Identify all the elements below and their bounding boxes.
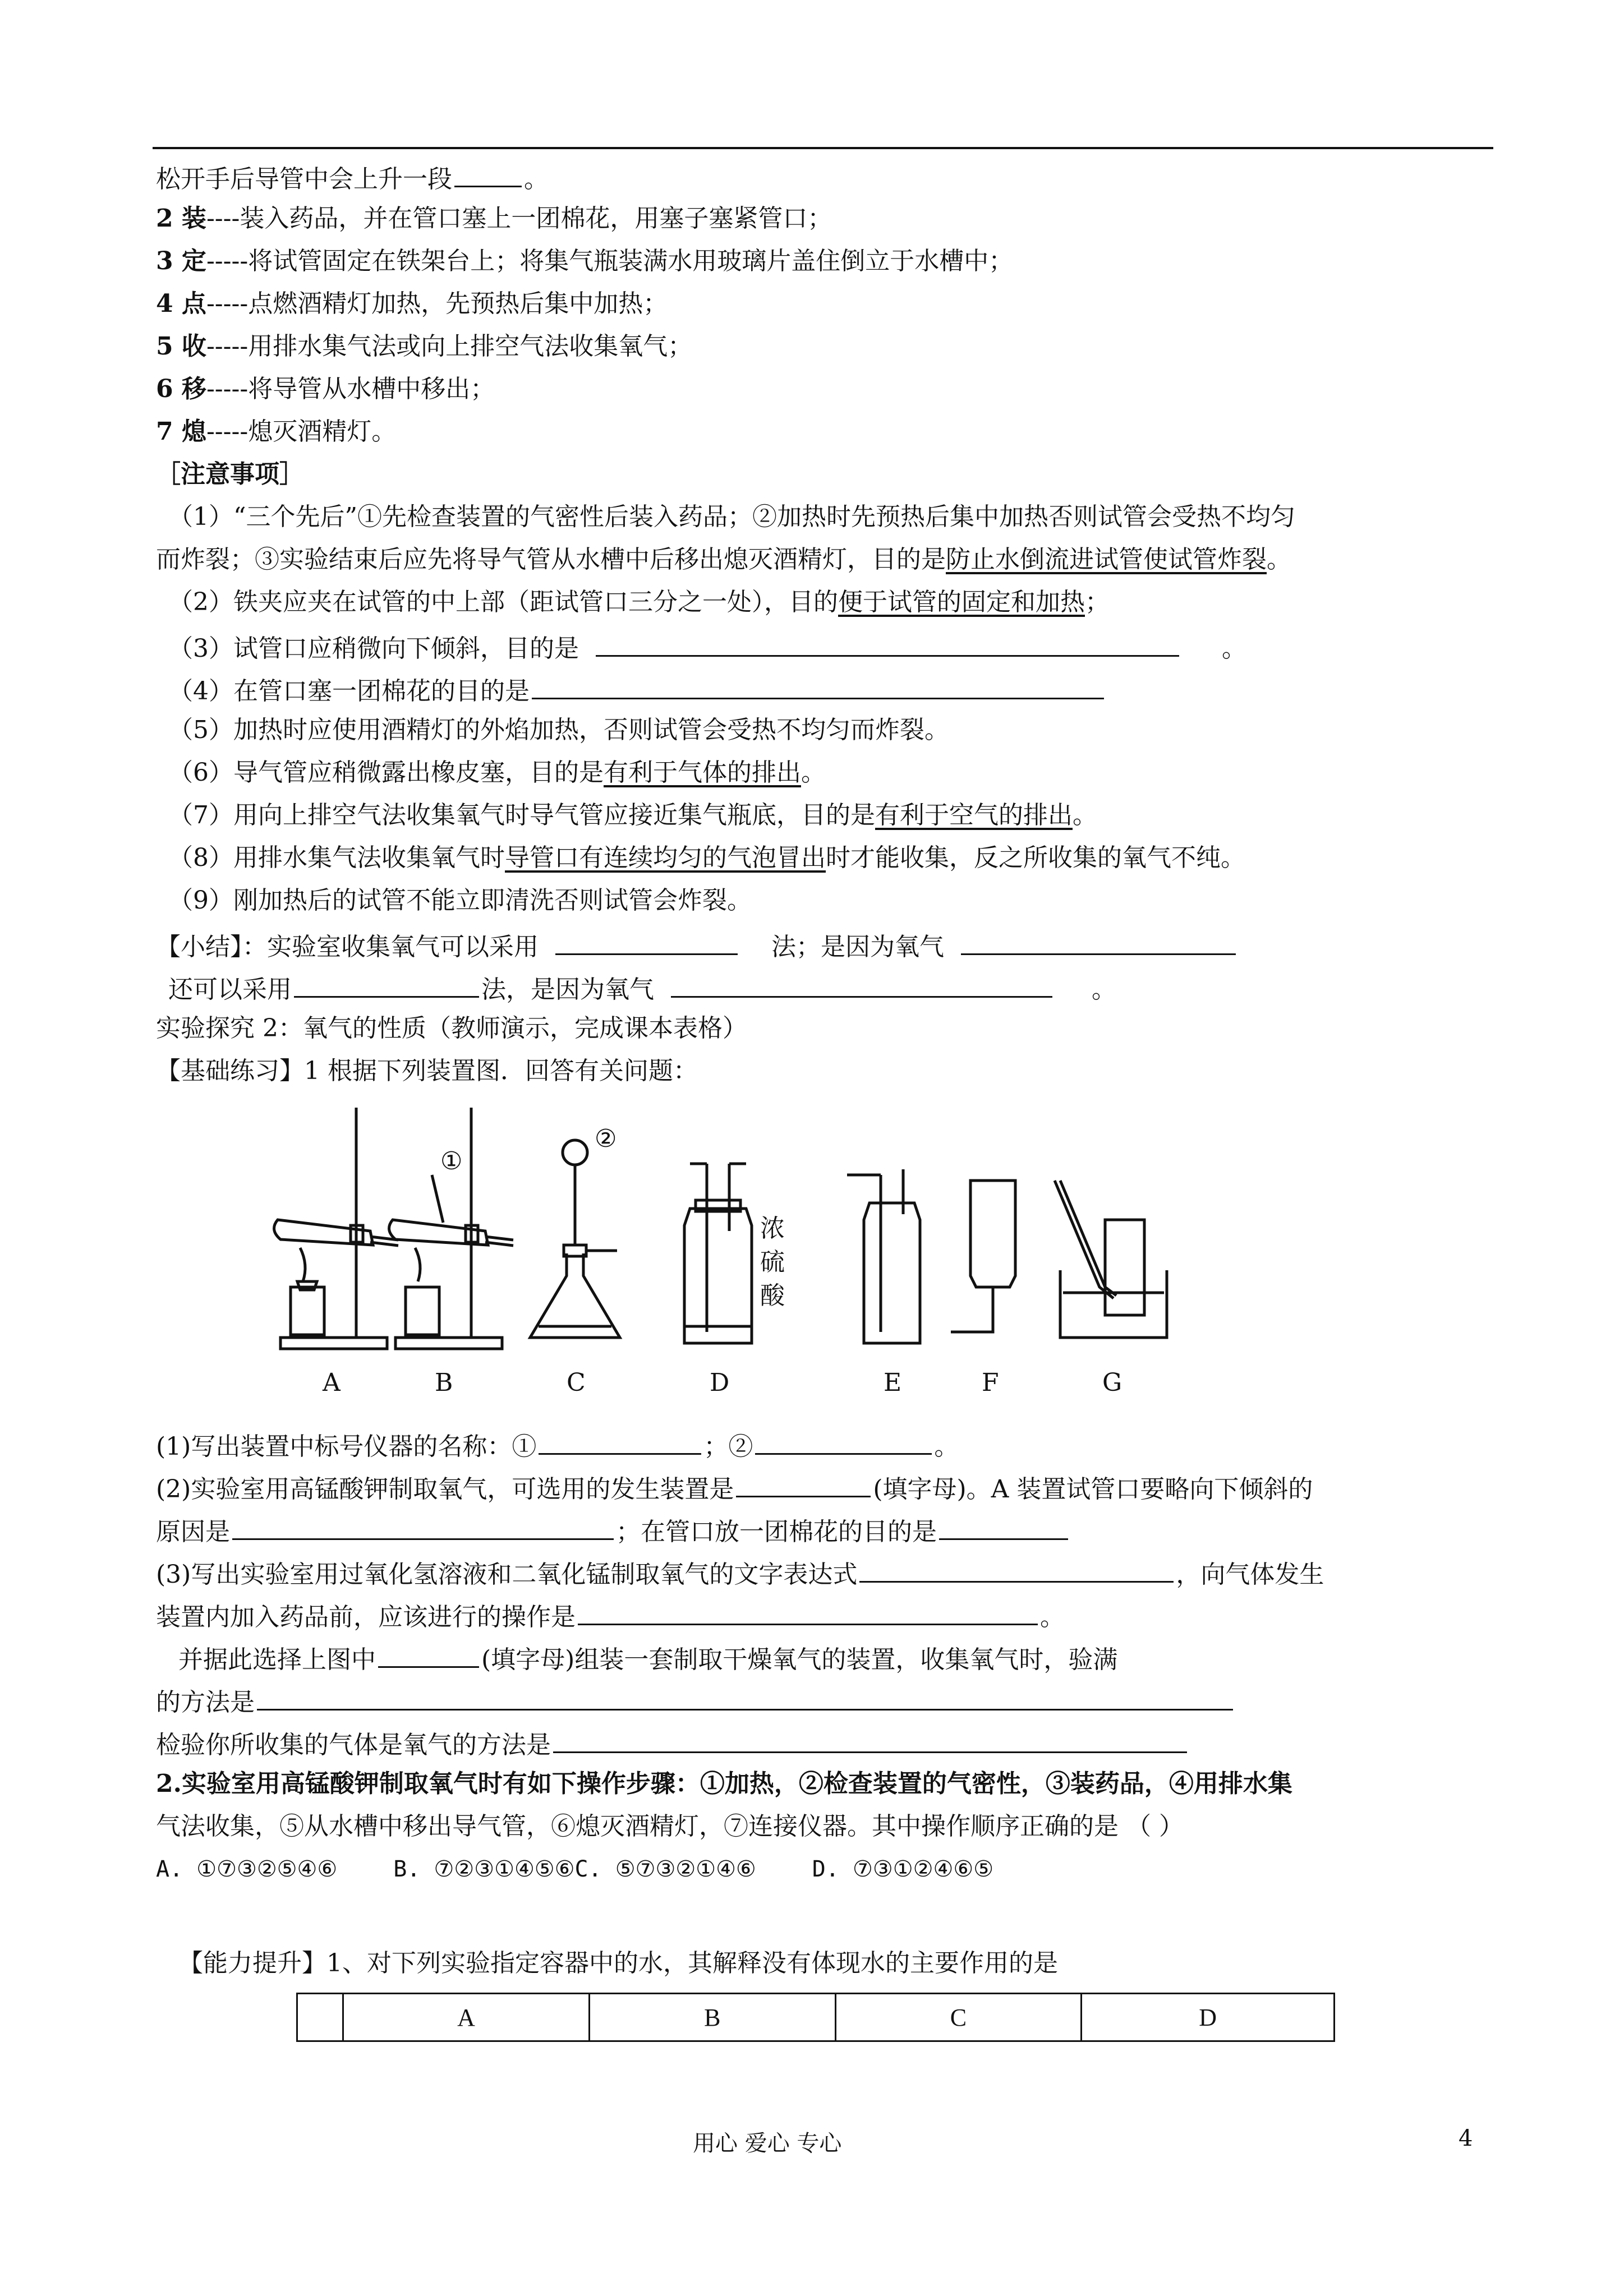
note-6: [168, 757, 826, 789]
text: 。: [1073, 801, 1097, 829]
text: (填字母)。A 装置试管口要略向下倾斜的: [873, 1475, 1313, 1504]
table-header-c: C: [835, 1994, 1082, 2041]
fill-blank[interactable]: [736, 1470, 871, 1497]
fill-blank[interactable]: [578, 1598, 1038, 1625]
fill-blank[interactable]: [961, 928, 1236, 955]
fill-blank[interactable]: [454, 160, 522, 187]
table-row: [297, 1994, 1335, 2041]
step-4: [156, 288, 668, 320]
fill-blank[interactable]: [294, 970, 479, 998]
fill-blank[interactable]: [755, 1427, 932, 1455]
label-b: B: [435, 1368, 453, 1397]
text: 还可以采用: [168, 975, 292, 1004]
text: 2.实验室用高锰酸钾制取氧气时有如下操作步骤：①加热，②检查装置的气密性，③装药品，④用排水集: [156, 1769, 1292, 1798]
label-c: C: [567, 1368, 586, 1397]
note-1b: [156, 544, 1291, 575]
apparatus-f: [951, 1181, 1015, 1332]
text: 。: [1267, 545, 1291, 574]
step-2: [156, 203, 832, 234]
question-3b: [156, 1598, 1065, 1633]
step-text: -----将试管固定在铁架台上；将集气瓶装满水用玻璃片盖住倒立于水槽中；: [206, 247, 1014, 275]
option-c[interactable]: C. ⑤⑦③②①④⑥: [574, 1856, 756, 1882]
fill-blank[interactable]: [539, 1427, 701, 1455]
text: 。: [1222, 634, 1246, 663]
text: ，向气体发生: [1176, 1560, 1324, 1589]
step-key: 7 熄: [156, 417, 206, 446]
text: （2）铁夹应夹在试管的中上部（距试管口三分之一处），目的: [168, 588, 838, 616]
apparatus-b: [389, 1108, 513, 1349]
text: 装置内加入药品前，应该进行的操作是: [156, 1603, 576, 1631]
experiment-2: 实验探究 2：氧气的性质（教师演示，完成课本表格）: [156, 1014, 747, 1043]
text: ；②: [703, 1432, 753, 1461]
step-5: [156, 331, 692, 362]
fill-blank[interactable]: [532, 672, 1104, 699]
callout-2: ②: [595, 1124, 617, 1153]
underlined-answer: 防止水倒流进试管使试管炸裂: [946, 545, 1267, 574]
ability-table: [296, 1993, 1335, 2042]
apparatus-c: [530, 1140, 620, 1338]
step-text: -----将导管从水槽中移出；: [206, 375, 495, 403]
ability-title: 【能力提升】1、对下列实验指定容器中的水，其解释没有体现水的主要作用的是: [178, 1949, 1058, 1977]
text: (3)写出实验室用过氧化氢溶液和二氧化锰制取氧气的文字表达式: [156, 1560, 858, 1589]
step-3: [156, 246, 1013, 277]
text: (填字母)组装一套制取干燥氧气的装置，收集氧气时，验满: [481, 1645, 1118, 1674]
step-key: 5 收: [156, 332, 206, 361]
question-3e: [156, 1726, 1189, 1761]
fill-blank[interactable]: [232, 1513, 614, 1540]
question-2b: [156, 1513, 1070, 1548]
note-5: （5）加热时应使用酒精灯的外焰加热，否则试管会受热不均匀而炸裂。: [168, 716, 949, 744]
problem-2b: 气法收集，⑤从水槽中移出导气管，⑥熄灭酒精灯，⑦连接仪器。其中操作顺序正确的是 （ ）: [156, 1812, 1184, 1841]
fill-blank[interactable]: [257, 1683, 1233, 1711]
fill-blank[interactable]: [378, 1640, 479, 1668]
note-4: [168, 672, 1106, 707]
step-6: [156, 374, 495, 405]
option-d[interactable]: D. ⑦③①②④⑥⑤: [812, 1856, 994, 1882]
step-text: -----熄灭酒精灯。: [206, 417, 397, 446]
step-text: -----点燃酒精灯加热，先预热后集中加热；: [206, 289, 668, 318]
note-9: （9）刚加热后的试管不能立即清洗否则试管会炸裂。: [168, 886, 752, 915]
table-header-d: D: [1082, 1994, 1335, 2041]
text: 而炸裂；③实验结束后应先将导气管从水槽中后移出熄灭酒精灯，目的是: [156, 545, 946, 574]
underlined-answer: 便于试管的固定和加热: [838, 588, 1085, 616]
text: (1)写出装置中标号仪器的名称：①: [156, 1432, 537, 1461]
text: 。: [524, 165, 549, 193]
fill-blank[interactable]: [596, 629, 1179, 657]
fill-blank[interactable]: [555, 928, 738, 955]
text: 。: [801, 758, 826, 787]
label-g: G: [1102, 1368, 1122, 1397]
fill-blank[interactable]: [859, 1555, 1174, 1583]
text: ；在管口放一团棉花的目的是: [616, 1518, 937, 1546]
text: 【小结】：实验室收集氧气可以采用: [156, 933, 539, 961]
text: （4）在管口塞一团棉花的目的是: [168, 677, 530, 706]
text: 原因是: [156, 1518, 230, 1546]
acid-label-2: 硫: [760, 1248, 785, 1276]
text: （3）试管口应稍微向下倾斜，目的是: [168, 634, 579, 663]
question-3a: [156, 1555, 1324, 1590]
text: 时才能收集，反之所收集的氧气不纯。: [826, 843, 1245, 872]
step-text: -----用排水集气法或向上排空气法收集氧气；: [206, 332, 693, 361]
note-2: [168, 587, 1110, 618]
summary-line-1: [156, 928, 1238, 963]
text: 。: [1040, 1603, 1065, 1631]
step-key: 3 定: [156, 247, 206, 275]
summary-line-2: [168, 970, 1116, 1006]
table-header-b: B: [589, 1994, 835, 2041]
underlined-answer: 导管口有连续均匀的气泡冒出: [505, 843, 826, 872]
text: 。: [934, 1432, 959, 1461]
apparatus-figure: [247, 1102, 1341, 1405]
apparatus-a: [274, 1108, 398, 1349]
notes-title: ［注意事项］: [156, 460, 304, 488]
table-header-a: A: [343, 1994, 590, 2041]
label-d: D: [710, 1368, 730, 1397]
question-3d: [156, 1683, 1235, 1718]
text: 法，是因为氧气: [481, 975, 654, 1004]
problem-2-options: [156, 1854, 993, 1885]
fill-blank[interactable]: [939, 1513, 1068, 1540]
footer-motto: 用心 爱心 专心: [693, 2131, 842, 2156]
text: ；: [1085, 588, 1110, 616]
text: (2)实验室用高锰酸钾制取氧气，可选用的发生装置是: [156, 1475, 734, 1504]
text: 法；是因为氧气: [771, 933, 944, 961]
apparatus-d: [684, 1164, 752, 1343]
note-3: [168, 629, 1246, 665]
step-key: 4 点: [156, 289, 206, 318]
page-number: 4: [1459, 2126, 1473, 2151]
acid-label-1: 浓: [760, 1214, 785, 1243]
label-a: A: [323, 1368, 341, 1397]
text: 检验你所收集的气体是氧气的方法是: [156, 1731, 551, 1759]
note-1a: （1）“三个先后”①先检查装置的气密性后装入药品；②加热时先预热后集中加热否则试管会受热不均匀: [168, 502, 1295, 531]
question-3c: [178, 1640, 1117, 1676]
label-e: E: [884, 1368, 902, 1397]
acid-label-3: 酸: [760, 1281, 785, 1310]
callout-1: ①: [440, 1147, 463, 1175]
label-f: F: [982, 1368, 999, 1397]
step-key: 2 装: [156, 204, 206, 233]
step-text: ----装入药品，并在管口塞上一团棉花，用塞子塞紧管口；: [206, 204, 832, 233]
step-7: [156, 416, 396, 448]
text: （7）用向上排空气法收集氧气时导气管应接近集气瓶底，目的是: [168, 801, 875, 829]
apparatus-g: [1055, 1181, 1167, 1338]
underlined-answer: 有利于气体的排出: [604, 758, 801, 787]
question-2a: [156, 1470, 1313, 1505]
step-key: 6 移: [156, 375, 206, 403]
text-line-1: [156, 160, 549, 195]
text: 松开手后导管中会上升一段: [156, 165, 452, 193]
fill-blank[interactable]: [553, 1726, 1187, 1753]
basic-practice-title: 【基础练习】1 根据下列装置图．回答有关问题：: [156, 1057, 698, 1085]
header-rule: [153, 147, 1493, 149]
apparatus-e: [847, 1169, 920, 1343]
problem-2a: [156, 1768, 1292, 1800]
text: 的方法是: [156, 1688, 255, 1717]
apparatus-diagram: [247, 1102, 1341, 1405]
option-b[interactable]: B. ⑦②③①④⑤⑥: [393, 1856, 575, 1882]
text: 并据此选择上图中: [178, 1645, 376, 1674]
text: （6）导气管应稍微露出橡皮塞，目的是: [168, 758, 604, 787]
question-1: [156, 1427, 959, 1463]
fill-blank[interactable]: [671, 970, 1052, 998]
option-a[interactable]: A. ①⑦③②⑤④⑥: [156, 1856, 338, 1882]
underlined-answer: 有利于空气的排出: [875, 801, 1073, 829]
text: （8）用排水集气法收集氧气时: [168, 843, 505, 872]
note-7: [168, 800, 1097, 831]
table-cell: [297, 1994, 343, 2041]
note-8: [168, 842, 1245, 874]
text: 。: [1092, 975, 1116, 1004]
